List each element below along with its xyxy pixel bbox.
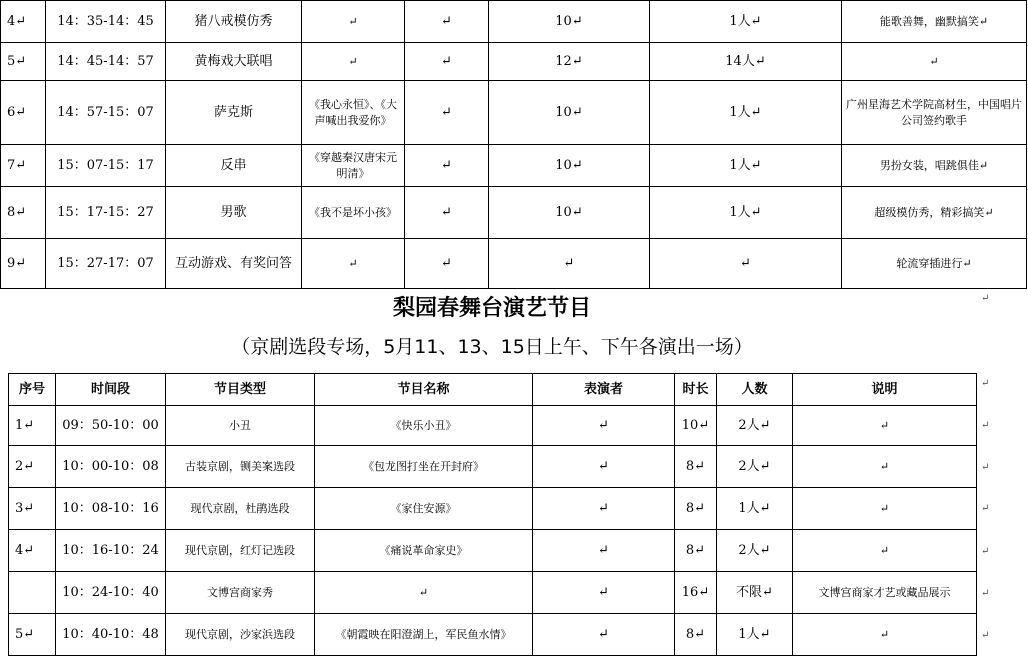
cell-name: ↵ (315, 572, 533, 614)
table-row (9, 572, 977, 614)
paragraph-mark: ↵ (981, 503, 990, 514)
cell-time: 10：16-10：24 (56, 530, 166, 572)
cell-name: 互动游戏、有奖问答 (166, 239, 302, 289)
paragraph-mark: ↵ (981, 462, 990, 473)
cell-no: 4↵ (9, 530, 56, 572)
cell-duration: 10↵ (489, 1, 650, 43)
cell-people: 1人↵ (650, 81, 842, 145)
cell-people: 2人↵ (717, 530, 793, 572)
cell-duration: 10↵ (489, 81, 650, 145)
cell-performer: ↵ (533, 488, 675, 530)
top-table-body (1, 1, 1027, 289)
page-title: 梨园春舞台演艺节目 (392, 296, 591, 321)
table-row (1, 187, 1027, 239)
cell-duration: 16↵ (675, 572, 717, 614)
table-row (9, 614, 977, 656)
cell-note: 广州星海艺术学院高材生，中国唱片公司签约歌手 (842, 81, 1027, 145)
cell-duration: 10↵ (675, 406, 717, 446)
cell-songs: 《我心永恒》、《大声喊出我爱你》 (302, 81, 405, 145)
cell-duration: 8↵ (675, 446, 717, 488)
cell-name: 反串 (166, 145, 302, 187)
table-row (1, 81, 1027, 145)
cell-note: ↵ (793, 530, 977, 572)
cell-time: 15：27-17：07 (46, 239, 166, 289)
cell-name: 黄梅戏大联唱 (166, 43, 302, 81)
cell-name: 《朝霞映在阳澄湖上，军民鱼水情》 (315, 614, 533, 656)
table-row (1, 43, 1027, 81)
schedule-table-top (0, 0, 1027, 289)
schedule-table-peking-opera (8, 373, 977, 656)
cell-duration: 8↵ (675, 614, 717, 656)
cell-time: 10：08-10：16 (56, 488, 166, 530)
cell-note: 男扮女装，唱跳俱佳↵ (842, 145, 1027, 187)
table-row (9, 406, 977, 446)
cell-performer: ↵ (405, 43, 489, 81)
bottom-table-body (9, 406, 977, 656)
cell-time: 14：35-14：45 (46, 1, 166, 43)
cell-duration: ↵ (489, 239, 650, 289)
cell-name: 《包龙图打坐在开封府》 (315, 446, 533, 488)
cell-people: 1人↵ (650, 145, 842, 187)
cell-no: 6↵ (1, 81, 46, 145)
cell-songs: 《穿越秦汉唐宋元明清》 (302, 145, 405, 187)
header-note: 说明 (793, 374, 977, 406)
cell-note: ↵ (793, 488, 977, 530)
cell-performer: ↵ (533, 446, 675, 488)
cell-songs: 《我不是坏小孩》 (302, 187, 405, 239)
cell-performer: ↵ (533, 614, 675, 656)
cell-songs: ↵ (302, 43, 405, 81)
cell-time: 14：45-14：57 (46, 43, 166, 81)
table-header-row (9, 374, 977, 406)
cell-type: 小丑 (166, 406, 315, 446)
cell-name: 《痛说革命家史》 (315, 530, 533, 572)
cell-performer: ↵ (533, 530, 675, 572)
cell-people: 不限↵ (717, 572, 793, 614)
cell-name: 《家住安源》 (315, 488, 533, 530)
cell-time: 09：50-10：00 (56, 406, 166, 446)
cell-time: 14：57-15：07 (46, 81, 166, 145)
program-title-block (8, 291, 976, 373)
cell-time: 15：17-15：27 (46, 187, 166, 239)
cell-note: 能歌善舞，幽默搞笑↵ (842, 1, 1027, 43)
cell-people: 1人↵ (717, 488, 793, 530)
header-people: 人数 (717, 374, 793, 406)
cell-people: 1人↵ (717, 614, 793, 656)
cell-performer: ↵ (405, 187, 489, 239)
cell-time: 10：40-10：48 (56, 614, 166, 656)
paragraph-mark: ↵ (981, 378, 990, 389)
cell-no: 5↵ (1, 43, 46, 81)
paragraph-mark: ↵ (981, 588, 990, 599)
cell-no: 2↵ (9, 446, 56, 488)
table-row (9, 446, 977, 488)
cell-name: 萨克斯 (166, 81, 302, 145)
cell-type: 文博宫商家秀 (166, 572, 315, 614)
cell-performer: ↵ (533, 572, 675, 614)
cell-note: ↵ (793, 446, 977, 488)
cell-no (9, 572, 56, 614)
cell-performer: ↵ (405, 145, 489, 187)
cell-people: 1人↵ (650, 1, 842, 43)
cell-note: ↵ (793, 614, 977, 656)
cell-performer: ↵ (405, 239, 489, 289)
header-performer: 表演者 (533, 374, 675, 406)
cell-people: ↵ (650, 239, 842, 289)
cell-no: 7↵ (1, 145, 46, 187)
cell-time: 15：07-15：17 (46, 145, 166, 187)
cell-no: 9↵ (1, 239, 46, 289)
cell-note: 超级模仿秀，精彩搞笑↵ (842, 187, 1027, 239)
cell-duration: 10↵ (489, 187, 650, 239)
table-row (1, 239, 1027, 289)
cell-no: 3↵ (9, 488, 56, 530)
cell-duration: 8↵ (675, 530, 717, 572)
cell-type: 古装京剧，铡美案选段 (166, 446, 315, 488)
cell-no: 1↵ (9, 406, 56, 446)
cell-people: 1人↵ (650, 187, 842, 239)
cell-performer: ↵ (533, 406, 675, 446)
cell-note: 轮流穿插进行↵ (842, 239, 1027, 289)
cell-duration: 10↵ (489, 145, 650, 187)
cell-people: 2人↵ (717, 446, 793, 488)
cell-performer: ↵ (405, 81, 489, 145)
cell-time: 10：00-10：08 (56, 446, 166, 488)
cell-songs: ↵ (302, 1, 405, 43)
cell-people: 2人↵ (717, 406, 793, 446)
cell-name: 男歌 (166, 187, 302, 239)
cell-duration: 12↵ (489, 43, 650, 81)
cell-note: ↵ (793, 406, 977, 446)
cell-note: ↵ (842, 43, 1027, 81)
paragraph-mark: ↵ (981, 420, 990, 431)
paragraph-mark: ↵ (981, 293, 990, 304)
header-type: 节目类型 (166, 374, 315, 406)
table-row (9, 530, 977, 572)
cell-type: 现代京剧，红灯记选段 (166, 530, 315, 572)
cell-no: 5↵ (9, 614, 56, 656)
table-row (1, 1, 1027, 43)
header-time: 时间段 (56, 374, 166, 406)
paragraph-mark: ↵ (981, 630, 990, 641)
cell-no: 4↵ (1, 1, 46, 43)
header-name: 节目名称 (315, 374, 533, 406)
cell-note: 文博宫商家才艺或藏品展示 (793, 572, 977, 614)
cell-performer: ↵ (405, 1, 489, 43)
page-subtitle: （京剧选段专场，5月11、13、15日上午、下午各演出一场） (231, 336, 753, 358)
cell-people: 14人↵ (650, 43, 842, 81)
cell-duration: 8↵ (675, 488, 717, 530)
cell-time: 10：24-10：40 (56, 572, 166, 614)
table-row (9, 488, 977, 530)
table-row (1, 145, 1027, 187)
cell-songs: ↵ (302, 239, 405, 289)
cell-name: 猪八戒模仿秀 (166, 1, 302, 43)
cell-type: 现代京剧，沙家浜选段 (166, 614, 315, 656)
paragraph-mark: ↵ (981, 546, 990, 557)
cell-no: 8↵ (1, 187, 46, 239)
header-no: 序号 (9, 374, 56, 406)
cell-type: 现代京剧，杜鹃选段 (166, 488, 315, 530)
header-duration: 时长 (675, 374, 717, 406)
cell-name: 《快乐小丑》 (315, 406, 533, 446)
